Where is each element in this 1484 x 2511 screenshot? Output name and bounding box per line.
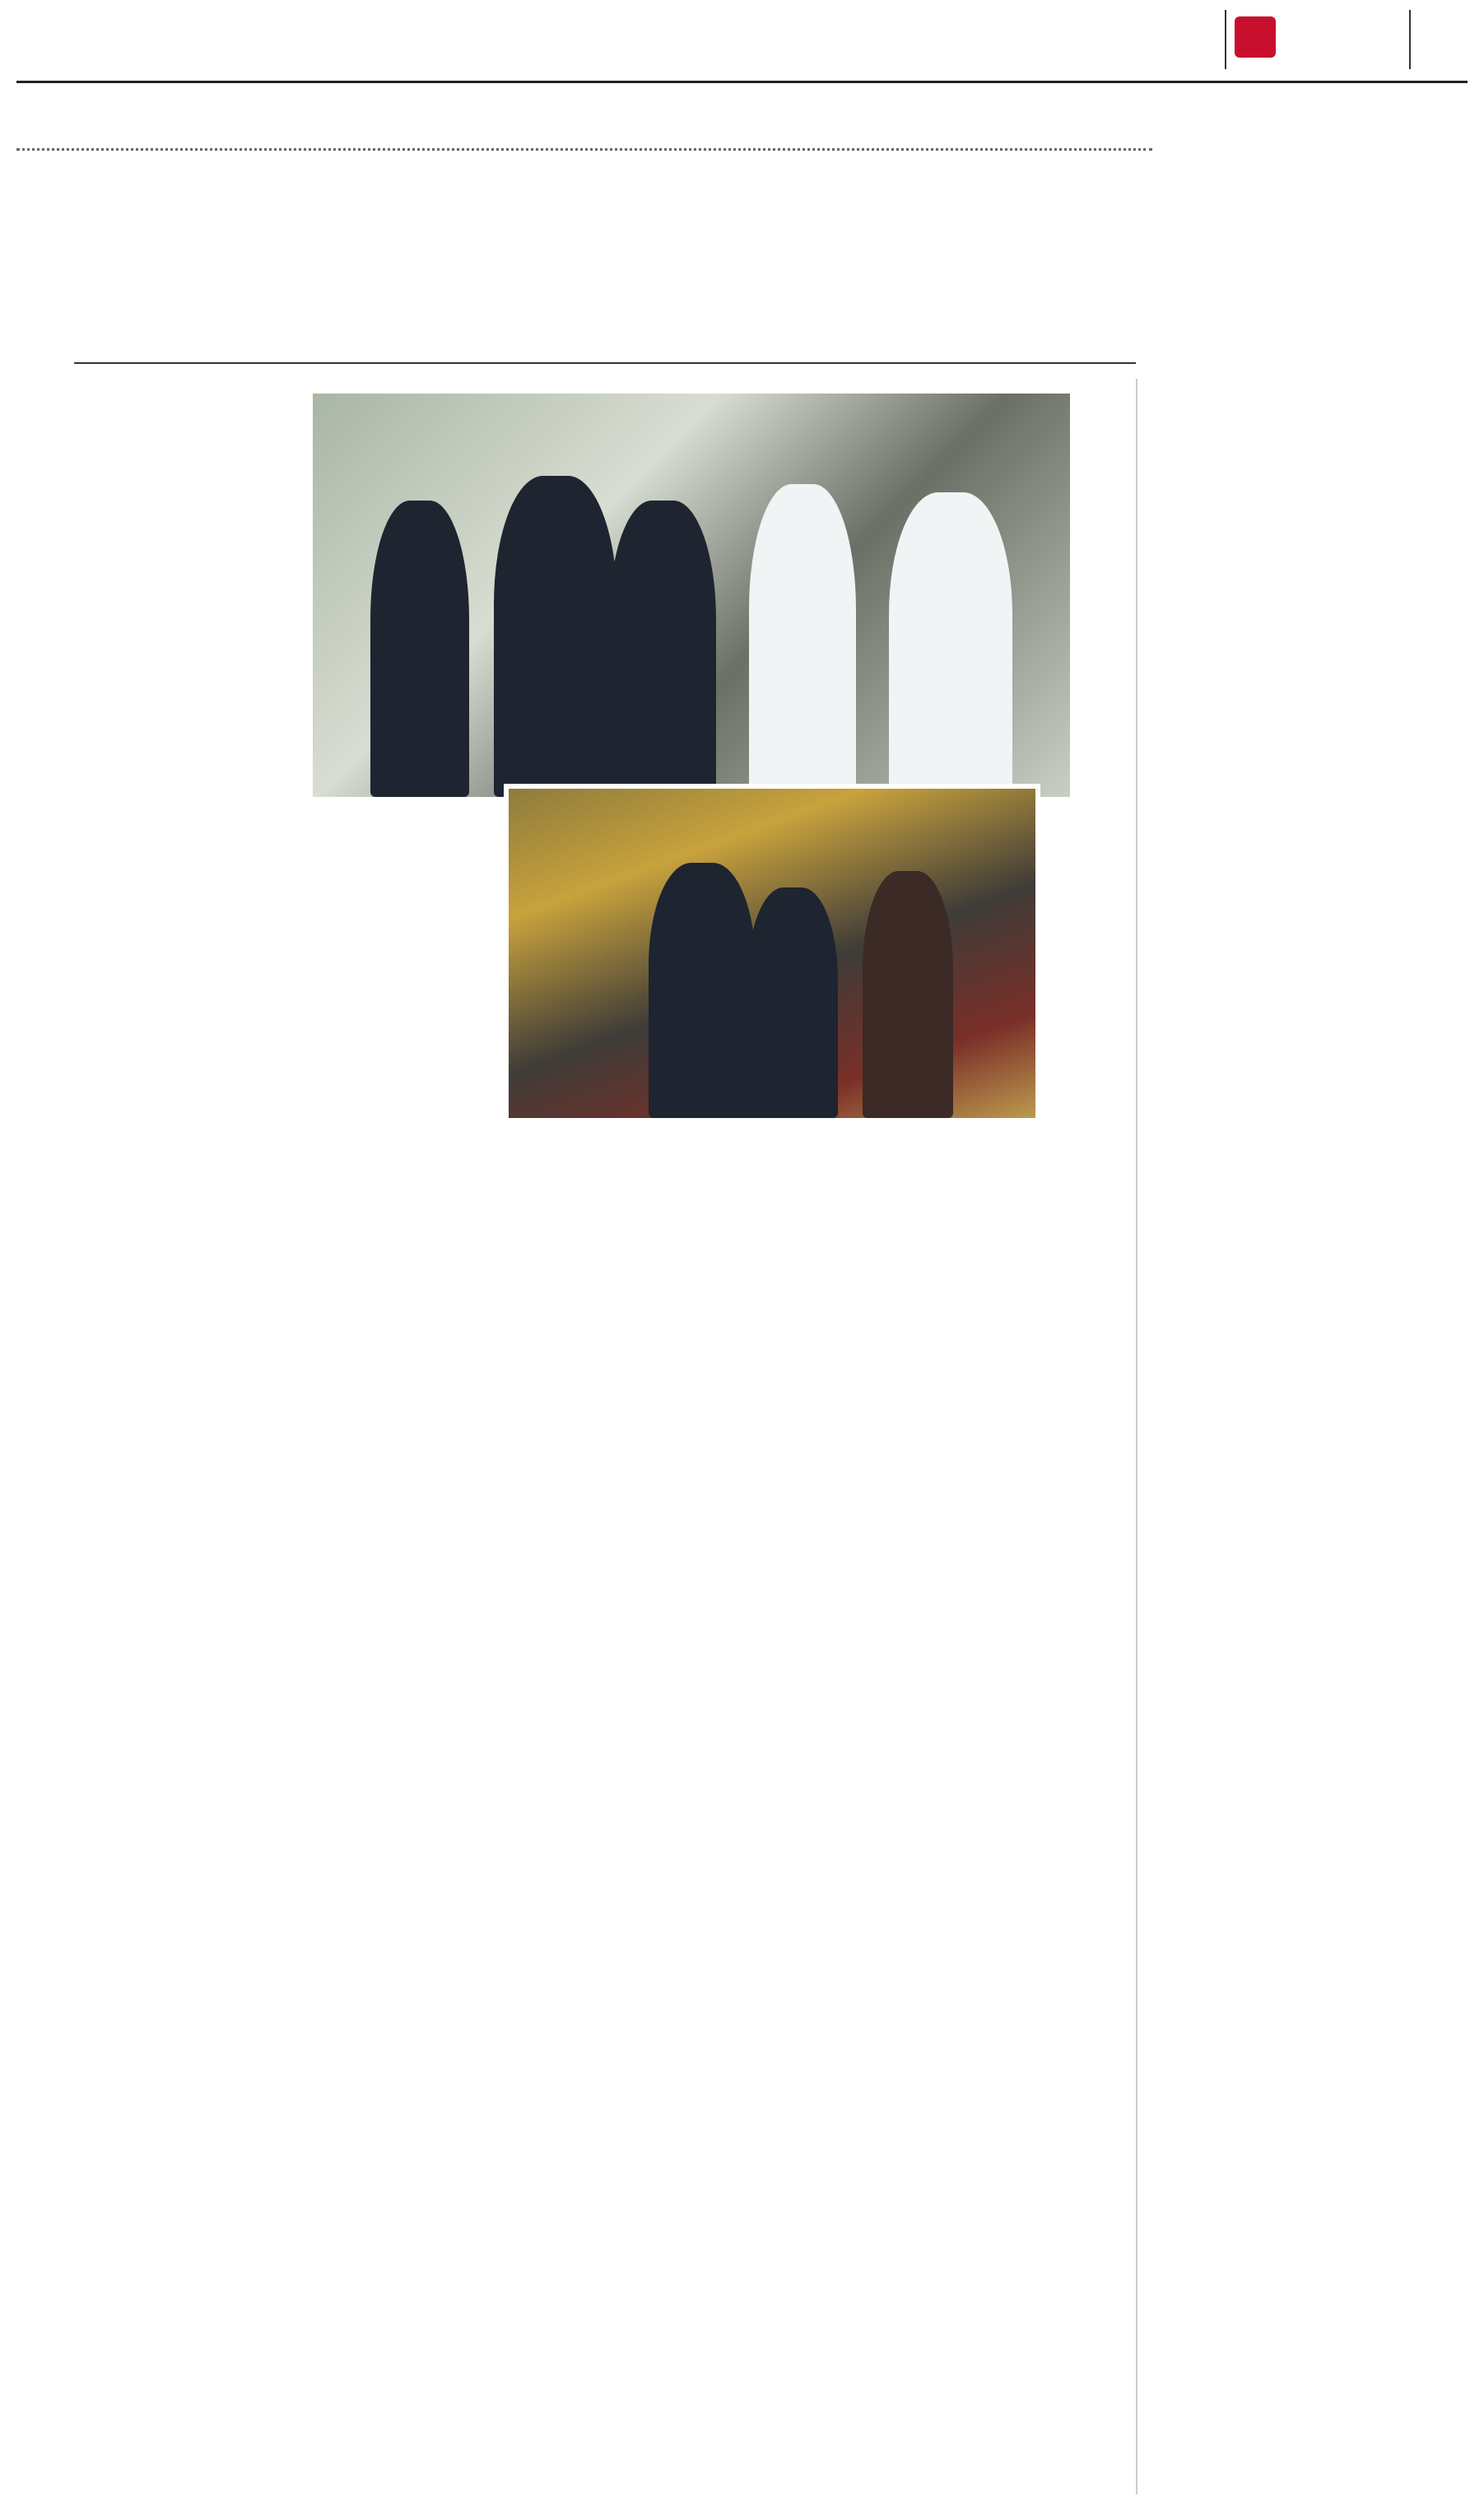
header-divider <box>1225 10 1226 69</box>
dotted-divider <box>16 148 1152 151</box>
food-inspection-photo <box>504 784 1040 1123</box>
headline-rule <box>74 362 1136 364</box>
header-divider <box>1409 10 1411 69</box>
pharmacy-inspection-photo <box>313 394 1070 797</box>
header-rule <box>16 81 1468 83</box>
sidebar-divider <box>1136 379 1137 2495</box>
issue-meta <box>877 21 929 41</box>
category-badge-icon <box>1235 16 1276 58</box>
